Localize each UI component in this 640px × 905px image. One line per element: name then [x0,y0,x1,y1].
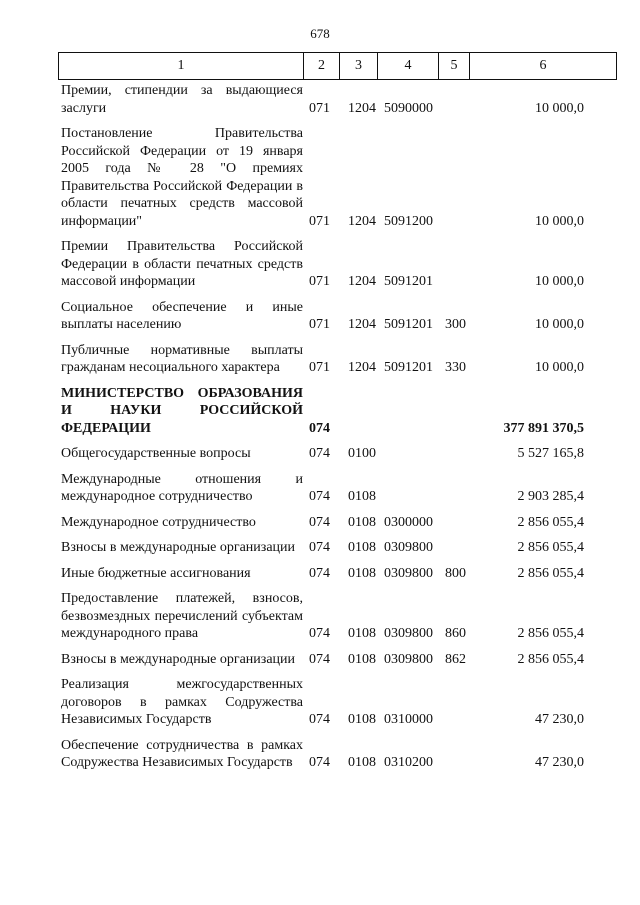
row-target-code: 5091201 [384,274,433,289]
row-section-code: 0108 [348,565,376,581]
row-section-code: 0108 [348,651,376,667]
table-row [0,514,640,532]
row-target-code: 5091201 [384,317,433,332]
row-section-code: 0100 [348,446,376,461]
row-ministry-code: 074 [309,489,330,504]
row-amount: 10 000,0 [535,100,584,116]
column-header-4: 4 [378,53,439,80]
row-amount: 10 000,0 [535,317,584,332]
row-target-code: 0310000 [384,712,433,727]
row-section-code: 0108 [348,712,376,727]
row-target-code: 5091200 [384,213,433,229]
row-section-code: 0108 [348,626,376,641]
row-target-code: 5091201 [384,360,433,375]
table-row [0,445,640,463]
table-row [0,125,640,230]
row-name: Обеспечение сотрудничества в рамках Содружества Независимых Государств [61,737,303,770]
row-name: Публичные нормативные выплаты гражданам несоциального характера [61,342,303,375]
row-ministry-code: 074 [309,712,330,727]
row-target-code: 0309800 [384,626,433,641]
row-amount: 10 000,0 [535,274,584,289]
row-amount: 47 230,0 [535,755,584,770]
row-amount: 2 856 055,4 [517,514,584,530]
row-ministry-code: 074 [309,626,330,641]
row-ministry-code: 071 [309,213,330,229]
column-header-table [58,52,617,80]
row-expense-type: 862 [445,651,466,667]
row-ministry-code: 074 [309,446,330,461]
row-expense-type: 860 [445,626,466,641]
row-target-code: 0309800 [384,540,433,555]
row-section-code: 0108 [348,540,376,555]
row-section-code: 0108 [348,514,376,530]
table-row [0,471,640,506]
column-header-3: 3 [340,53,378,80]
row-section-code: 1204 [348,317,376,332]
row-name: Взносы в международные организации [61,540,296,555]
row-ministry-code: 071 [309,100,330,116]
row-expense-type: 300 [445,317,466,332]
row-target-code: 5090000 [384,100,433,116]
table-row [0,737,640,772]
column-header-5: 5 [439,53,470,80]
row-section-code: 1204 [348,213,376,229]
row-amount: 2 856 055,4 [517,651,584,667]
row-section-code: 1204 [348,360,376,375]
row-amount: 377 891 370,5 [503,420,584,436]
row-section-code: 0108 [348,755,376,770]
column-header-6: 6 [470,53,617,80]
row-name: Постановление Правительства Российской Федерации от 19 января 2005 года № 28 "О премиях Правительства Российской Федерации в области печатных средств массовой информации" [61,126,303,229]
row-amount: 10 000,0 [535,213,584,229]
row-ministry-code: 074 [309,565,330,581]
row-ministry-code: 074 [309,651,330,667]
table-row [0,385,640,438]
row-name: Премии Правительства Российской Федерации в области печатных средств массовой информации [61,239,303,289]
row-ministry-code: 074 [309,420,330,436]
page-number: 678 [310,26,330,41]
row-name: Взносы в международные организации [61,651,296,667]
row-amount: 2 856 055,4 [517,565,584,581]
table-row [0,590,640,643]
row-target-code: 0310200 [384,755,433,770]
row-name: Премии, стипендии за выдающиеся заслуги [61,83,303,116]
row-ministry-code: 071 [309,360,330,375]
row-name: МИНИСТЕРСТВО ОБРАЗОВАНИЯ И НАУКИ РОССИЙСКОЙ ФЕДЕРАЦИИ [61,385,303,436]
row-ministry-code: 074 [309,514,330,530]
column-header-1: 1 [59,53,304,80]
row-amount: 2 903 285,4 [517,489,584,504]
row-target-code: 0309800 [384,565,433,581]
row-target-code: 0309800 [384,651,433,667]
row-name: Социальное обеспечение и иные выплаты населению [61,299,303,332]
table-row [0,342,640,377]
row-name: Иные бюджетные ассигнования [61,565,251,581]
row-ministry-code: 074 [309,755,330,770]
table-row [0,651,640,669]
row-amount: 47 230,0 [535,712,584,727]
row-ministry-code: 071 [309,317,330,332]
row-amount: 5 527 165,8 [517,446,584,461]
budget-rows [0,82,640,780]
row-ministry-code: 071 [309,274,330,289]
column-header-row [59,53,617,80]
table-row [0,82,640,117]
row-name: Международное сотрудничество [61,514,256,530]
row-section-code: 1204 [348,100,376,116]
row-expense-type: 330 [445,360,466,375]
row-ministry-code: 074 [309,540,330,555]
table-row [0,539,640,557]
row-amount: 2 856 055,4 [517,626,584,641]
column-header-2: 2 [304,53,340,80]
row-section-code: 1204 [348,274,376,289]
row-expense-type: 800 [445,565,466,581]
row-amount: 10 000,0 [535,360,584,375]
table-row [0,676,640,729]
table-row [0,238,640,291]
row-name: Общегосударственные вопросы [61,446,251,461]
row-target-code: 0300000 [384,514,433,530]
row-name: Международные отношения и международное сотрудничество [61,471,303,504]
row-amount: 2 856 055,4 [517,540,584,555]
row-section-code: 0108 [348,489,376,504]
table-row [0,299,640,334]
row-name: Предоставление платежей, взносов, безвозмездных перечислений субъектам международного права [61,591,303,641]
row-name: Реализация межгосударственных договоров в рамках Содружества Независимых Государств [61,677,303,727]
table-row [0,565,640,583]
